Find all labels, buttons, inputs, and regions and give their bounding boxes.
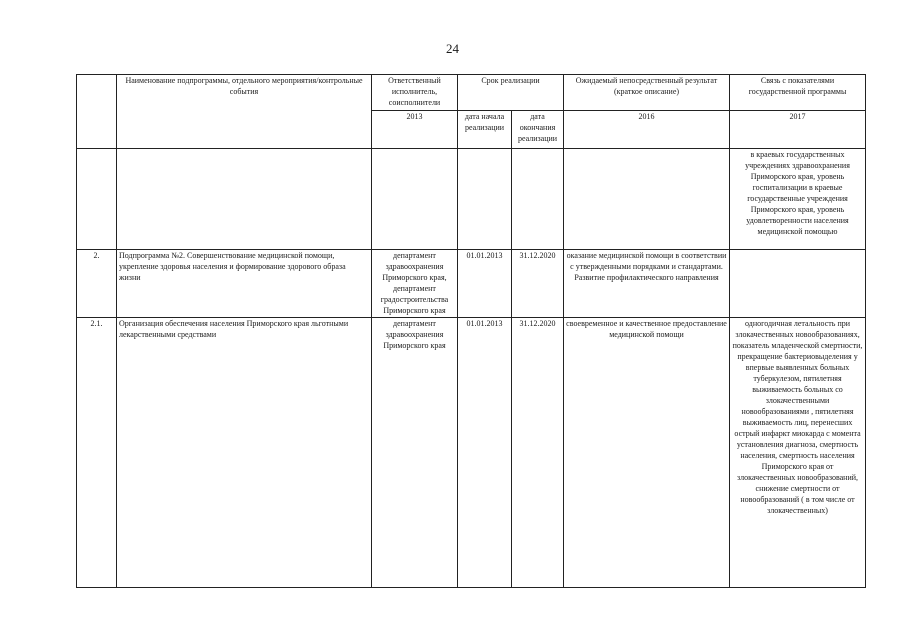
header-expected-result: Ожидаемый непосредственный результат (краткое описание) [564,75,730,111]
row-number: 2.1. [77,318,117,588]
header-number-cell [77,75,117,149]
row-result [564,149,730,250]
page-number: 24 [446,41,459,56]
row-program-link: одногодичная летальность при злокачественных новообразованиях, показатель младенческой смертности, прекращение бактериовыделения у впервые выявленных больных туберкулезом, пятилетняя выживаемость больных со злокачественными новообразованиями , пятилетняя выживаемость лиц, перенесших острый инфаркт миокарда с момента установления диагноза, смертность населения, смертность населения Приморского края от злокачественных новообразований, снижение смертности от новообразований ( в том числе от злокачественных) [730,318,866,588]
row-program-link [730,250,866,318]
row-end-date [512,149,564,250]
header-col6-number: 2016 [564,111,730,149]
row-result: оказание медицинской помощи в соответствии с утвержденными порядками и стандартами. Развитие профилактического направления [564,250,730,318]
row-end-date: 31.12.2020 [512,318,564,588]
row-name [117,149,372,250]
header-responsible: Ответственный исполнитель, соисполнители [372,75,458,111]
row-name: Подпрограмма №2. Совершенствование медицинской помощи, укрепление здоровья населения и формирование здорового образа жизни [117,250,372,318]
row-number: 2. [77,250,117,318]
row-start-date: 01.01.2013 [458,250,512,318]
row-start-date [458,149,512,250]
table-row [77,149,866,250]
header-end-date: дата окончания реализации [512,111,564,149]
row-responsible [372,149,458,250]
row-start-date: 01.01.2013 [458,318,512,588]
row-responsible: департамент здравоохранения Приморского края [372,318,458,588]
table-row [77,318,866,588]
row-end-date: 31.12.2020 [512,250,564,318]
header-col3-number: 2013 [372,111,458,149]
header-name: Наименование подпрограммы, отдельного мероприятия/контрольные события [117,75,372,149]
row-number [77,149,117,250]
row-name: Организация обеспечения населения Приморского края льготными лекарственными средствами [117,318,372,588]
header-program-link: Связь с показателями государственной программы [730,75,866,111]
row-result: своевременное и качественное предоставление медицинской помощи [564,318,730,588]
header-start-date: дата начала реализации [458,111,512,149]
table-row [77,250,866,318]
row-responsible: департамент здравоохранения Приморского края, департамент градостроительства Приморского края [372,250,458,318]
plan-table [76,74,866,588]
row-program-link: в краевых государственных учреждениях здравоохранения Приморского края, уровень госпитализации в краевые государственные учреждения Приморского края, уровень удовлетворенности населения медицинской помощью [730,149,866,250]
header-period: Срок реализации [458,75,564,111]
header-col7-number: 2017 [730,111,866,149]
